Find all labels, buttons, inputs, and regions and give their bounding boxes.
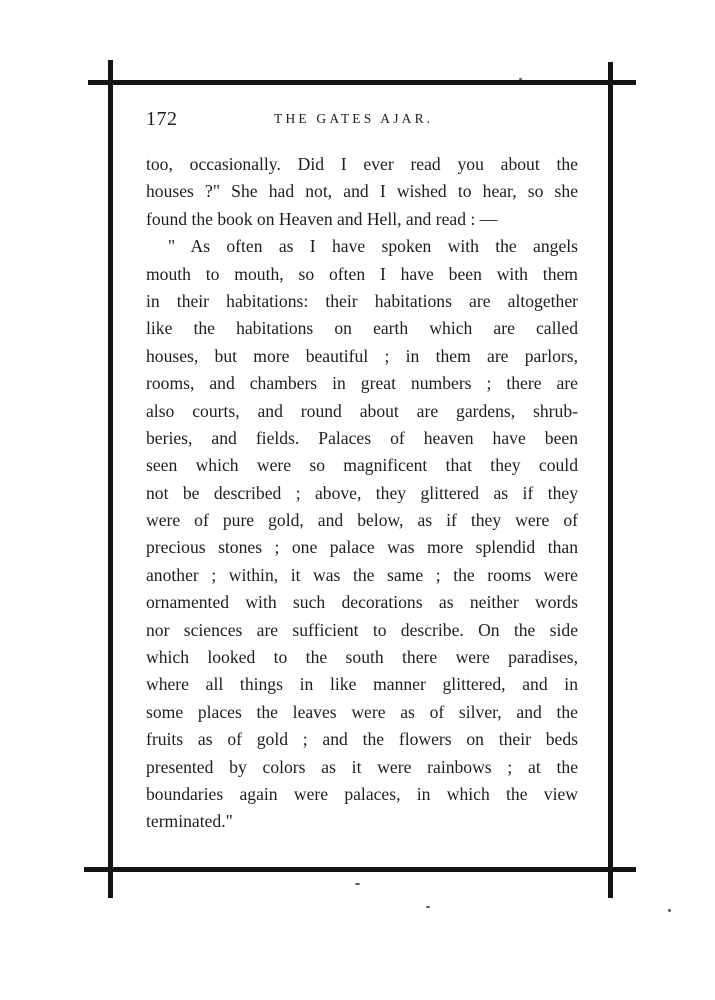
text-line: precious stones ; one palace was more splendid than (146, 537, 578, 558)
right-border-rule (608, 62, 613, 898)
text-line: were of pure gold, and below, as if they were of (146, 510, 578, 531)
page-header (146, 108, 578, 138)
text-line: found the book on Heaven and Hell, and read : — (146, 208, 498, 229)
text-line: boundaries again were palaces, in which the view (146, 783, 578, 804)
text-line: rooms, and chambers in great numbers ; there are (146, 373, 578, 394)
text-line: houses ?" She had not, and I wished to hear, so she (146, 181, 578, 202)
text-line: mouth to mouth, so often I have been with them (146, 263, 578, 284)
text-line: houses, but more beautiful ; in them are parlors, (146, 345, 578, 366)
text-line: too, occasionally. Did I ever read you about the (146, 154, 578, 174)
text-line: presented by colors as it were rainbows ; at the (146, 756, 578, 777)
text-line: where all things in like manner glittered, and in (146, 674, 578, 695)
text-line: some places the leaves were as of silver, and the (146, 701, 578, 722)
top-border-rule (88, 80, 636, 85)
text-line: beries, and fields. Palaces of heaven have been (146, 427, 578, 448)
print-speck (519, 78, 522, 80)
print-speck (668, 909, 671, 912)
text-line: fruits as of gold ; and the flowers on their beds (146, 729, 578, 750)
text-line: terminated." (146, 811, 233, 832)
text-line: like the habitations on earth which are called (146, 318, 578, 339)
text-line: nor sciences are sufficient to describe. On the side (146, 619, 578, 640)
page-number: 172 (146, 108, 178, 130)
print-speck (426, 906, 430, 908)
left-border-rule (108, 60, 113, 898)
text-line: which looked to the south there were paradises, (146, 647, 578, 668)
page-body-text (146, 151, 578, 836)
bottom-border-rule (84, 867, 636, 872)
text-line: another ; within, it was the same ; the rooms were (146, 564, 578, 585)
text-line: ornamented with such decorations as neither words (146, 592, 578, 613)
text-line: also courts, and round about are gardens, shrub- (146, 400, 578, 421)
running-head: THE GATES AJAR. (274, 111, 434, 126)
text-line: not be described ; above, they glittered as if they (146, 482, 578, 503)
text-line: in their habitations: their habitations are altogether (146, 290, 578, 311)
print-speck (355, 883, 360, 885)
text-line: seen which were so magnificent that they could (146, 455, 578, 476)
text-line: " As often as I have spoken with the angels (168, 236, 578, 257)
